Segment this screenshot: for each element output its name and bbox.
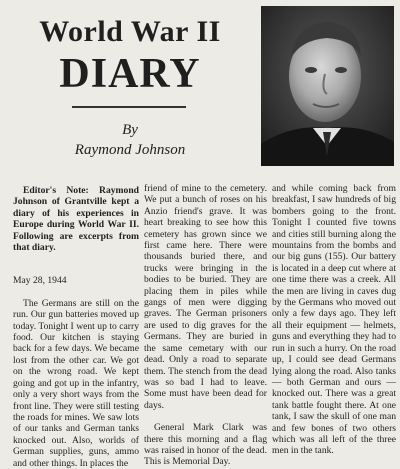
diary-paragraph: The Germans are still on the run. Our gun batteries moved up today. Tonight I went up to carry food. Our kitchen is staying back for a few days. We became lost from the other car. We got on the wrong road. We kept going and got up in the infantry, only a very short ways from the front line. They were still testing the roads for mines. We saw lots of our tanks and German tanks knocked out. Also, worlds of German supplies, guns, ammo and other things. In places the bbox=[13, 297, 139, 469]
author-portrait-photo bbox=[261, 6, 394, 166]
editors-note: Editor's Note: Raymond Johnson of Grantville kept a diary of his experiences in Europe during World War II. Following are excerpts from that diary. bbox=[13, 185, 139, 254]
byline-by: By bbox=[122, 122, 138, 138]
article-column-3 bbox=[272, 183, 396, 457]
diary-paragraph: and while coming back from breakfast, I saw hundreds of big bombers going to the front. Tonight I counted five towns and cities still burning along the mountains from the bombs and our big guns (155). Our battery is located in a deep cut where at one time there was a creek. All the men are living in caves dug by the Germans who moved out only a few days ago. They left all their equipment — helmets, guns and everything they had to run in such a hurry. On the road up, I could see dead Germans lying along the road. Also tanks — both German and ours — knocked out. There was a great tank battle fought there. At one tank, I saw the skull of one man and few bones of two others which was all left of the three men in the tank. bbox=[272, 183, 396, 457]
headline-line-2: DIARY bbox=[59, 51, 201, 97]
headline-divider bbox=[72, 106, 186, 108]
portrait-photo-icon bbox=[261, 6, 394, 166]
byline-author: Raymond Johnson bbox=[74, 142, 186, 158]
article-header bbox=[0, 0, 400, 180]
diary-paragraph: friend of mine to the cemetery. We put a bunch of roses on his Anzio friend's grave. It was heart breaking to see how this cemetery has grown since we first came here. There were thousands buried there, and trucks were bringing in the bodies to be buried. They are placing them in piles while gangs of men were digging graves. The German prisoners are used to dig graves for the Germans. They are buried in the same cemetary with our dead. Only a road to separate them. The stench from the dead was so bad I had to leave. Some must have been dead for days. bbox=[144, 183, 267, 411]
diary-paragraph: General Mark Clark was there this morning and a flag was raised in honor of the dead. This is Memorial Day. bbox=[144, 422, 267, 468]
diary-entry-date: May 28, 1944 bbox=[13, 275, 67, 287]
article-column-1 bbox=[13, 183, 139, 469]
article-column-2 bbox=[144, 183, 267, 468]
headline-line-1: World War II bbox=[39, 15, 221, 48]
